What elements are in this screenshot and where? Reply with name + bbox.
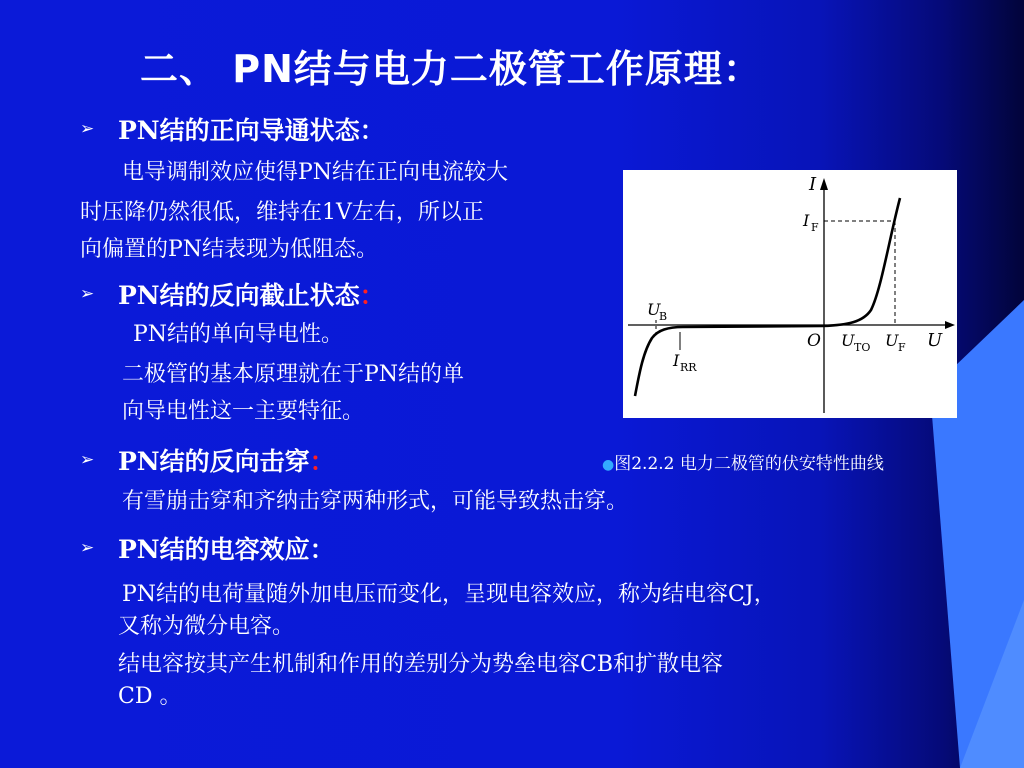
- section-forward-line-2: 时压降仍然很低，维持在1V左右，所以正: [80, 200, 484, 225]
- section-reverse-line-1: PN结的单向导电性。: [133, 322, 344, 347]
- label-irr: I: [673, 351, 680, 370]
- section-forward-line-1: 电导调制效应使得PN结在正向电流较大: [122, 160, 509, 185]
- section-heading-reverse: PN结的反向截止状态：: [118, 281, 385, 310]
- section-capacitance-line-3: 结电容按其产生机制和作用的差别分为势垒电容CB和扩散电容: [118, 652, 724, 677]
- label-u-axis: U: [927, 330, 943, 351]
- label-uf-sub: F: [898, 341, 906, 354]
- figure-caption: ●图2.2.2 电力二极管的伏安特性曲线: [602, 454, 884, 474]
- section-capacitance-line-1: PN结的电荷量随外加电压而变化，呈现电容效应，称为结电容CJ，: [122, 582, 776, 607]
- bullet-arrow-icon: ➢: [80, 450, 95, 470]
- section-reverse-line-2: 二极管的基本原理就在于PN结的单: [122, 362, 465, 387]
- label-i-axis: I: [809, 174, 817, 195]
- bullet-arrow-icon: ➢: [80, 538, 95, 558]
- label-if-sub: F: [811, 221, 819, 234]
- label-ub-sub: B: [659, 310, 668, 323]
- slide-title: 二、 PN结与电力二极管工作原理：: [140, 47, 762, 91]
- label-if: I: [803, 211, 810, 230]
- label-uto: U: [841, 331, 855, 350]
- label-ub: U: [647, 300, 661, 319]
- section-forward-line-3: 向偏置的PN结表现为低阻态。: [80, 237, 379, 262]
- section-heading-forward: PN结的正向导通状态：: [118, 116, 385, 145]
- label-origin: O: [807, 331, 821, 351]
- section-breakdown-line-1: 有雪崩击穿和齐纳击穿两种形式，可能导致热击穿。: [122, 489, 629, 514]
- label-uto-sub: TO: [854, 341, 871, 354]
- iv-characteristic-figure: [623, 170, 957, 418]
- caption-bullet-icon: ●: [602, 457, 615, 473]
- i-axis-arrow: [820, 178, 828, 190]
- section-heading-capacitance: PN结的电容效应：: [118, 535, 335, 564]
- u-axis-arrow: [945, 321, 955, 329]
- section-heading-breakdown: PN结的反向击穿：: [118, 447, 335, 476]
- iv-curve-diagram: [623, 170, 957, 418]
- bullet-arrow-icon: ➢: [80, 284, 95, 304]
- section-capacitance-line-2: 又称为微分电容。: [118, 614, 295, 639]
- section-reverse-line-3: 向导电性这一主要特征。: [122, 399, 365, 424]
- label-irr-sub: RR: [680, 361, 697, 374]
- section-capacitance-line-4: CD 。: [118, 684, 182, 709]
- bullet-arrow-icon: ➢: [80, 119, 95, 139]
- label-uf: U: [885, 331, 899, 350]
